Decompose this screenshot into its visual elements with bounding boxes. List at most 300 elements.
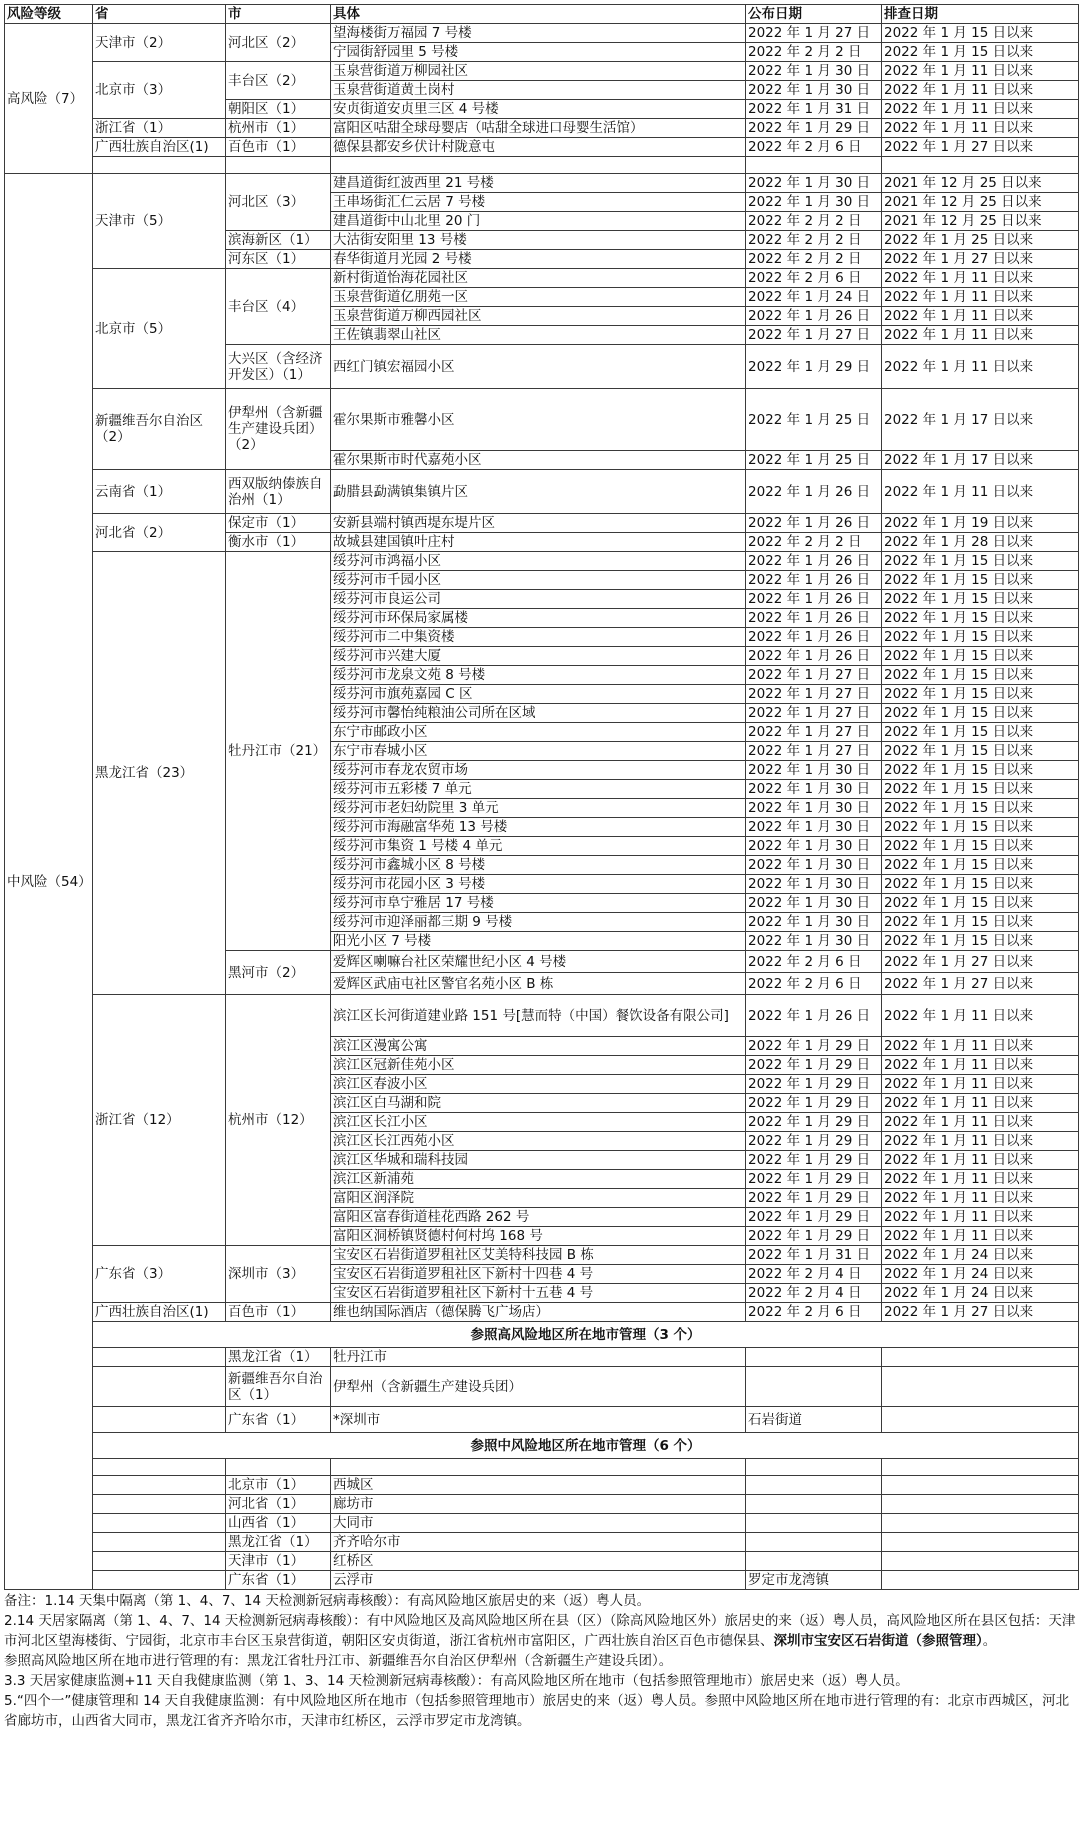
table-cell	[93, 1348, 226, 1367]
table-cell: 2022 年 1 月 15 日以来	[882, 628, 1079, 647]
table-cell: 2022 年 1 月 15 日以来	[882, 24, 1079, 43]
table-cell: 2022 年 1 月 11 日以来	[882, 307, 1079, 326]
table-cell: 玉泉营街道万柳园社区	[331, 62, 746, 81]
table-cell: 2022 年 1 月 26 日	[746, 647, 882, 666]
table-cell: 红桥区	[331, 1552, 746, 1571]
table-cell: 滨江区春波小区	[331, 1075, 746, 1094]
table-cell: 2022 年 1 月 11 日以来	[882, 1227, 1079, 1246]
table-cell: 王串场街汇仁云居 7 号楼	[331, 193, 746, 212]
table-cell: 富阳区润泽院	[331, 1189, 746, 1208]
table-cell: 北京市（1）	[226, 1476, 331, 1495]
table-cell: 罗定市龙湾镇	[746, 1571, 882, 1590]
table-cell: 2022 年 1 月 27 日以来	[882, 138, 1079, 157]
table-cell: 2022 年 1 月 29 日	[746, 1056, 882, 1075]
table-cell: 绥芬河市良运公司	[331, 590, 746, 609]
table-cell: 河北区（2）	[226, 24, 331, 62]
header-publish-date: 公布日期	[746, 5, 882, 24]
table-cell	[882, 1495, 1079, 1514]
table-cell: 2022 年 1 月 27 日以来	[882, 250, 1079, 269]
table-cell: 2022 年 1 月 24 日以来	[882, 1246, 1079, 1265]
table-cell: 伊犁州（含新疆生产建设兵团）（2）	[226, 389, 331, 470]
table-cell: 2022 年 1 月 30 日	[746, 62, 882, 81]
table-cell: 2022 年 1 月 11 日以来	[882, 119, 1079, 138]
table-cell: 宝安区石岩街道罗租社区艾美特科技园 B 栋	[331, 1246, 746, 1265]
table-cell: 2022 年 1 月 26 日	[746, 609, 882, 628]
table-row	[5, 1533, 1079, 1552]
table-cell: 2022 年 1 月 30 日	[746, 81, 882, 100]
table-cell: 滨江区长河街道建业路 151 号[慧而特（中国）餐饮设备有限公司]	[331, 995, 746, 1037]
table-cell: 2022 年 1 月 15 日以来	[882, 609, 1079, 628]
table-cell: 河东区（1）	[226, 250, 331, 269]
table-cell: 2022 年 1 月 15 日以来	[882, 43, 1079, 62]
table-cell	[746, 157, 882, 174]
table-cell: 滨海新区（1）	[226, 231, 331, 250]
table-cell: 2022 年 1 月 24 日	[746, 288, 882, 307]
table-cell: 广东省（1）	[226, 1407, 331, 1433]
table-cell: 绥芬河市花园小区 3 号楼	[331, 875, 746, 894]
table-cell: 河北省（2）	[93, 514, 226, 552]
table-cell	[746, 1367, 882, 1407]
table-cell	[746, 1476, 882, 1495]
note-line: 5.“四个一”健康管理和 14 天自我健康监测：有中风险地区所在地市（包括参照管理地市）旅居史的来（返）粤人员。参照中风险地区所在地市进行管理的有：北京市西城区，河北省廊坊市，山西省大同市，黑龙江省齐齐哈尔市，天津市红桥区，云浮市罗定市龙湾镇。	[4, 1693, 1070, 1729]
table-cell: 滨江区长江小区	[331, 1113, 746, 1132]
table-cell: 2022 年 1 月 29 日	[746, 1151, 882, 1170]
table-cell: 安新县端村镇西堤东堤片区	[331, 514, 746, 533]
note-line: 参照高风险地区所在地市进行管理的有：黑龙江省牡丹江市、新疆维吾尔自治区伊犁州（含新疆生产建设兵团）。	[4, 1653, 673, 1669]
table-cell	[882, 1348, 1079, 1367]
table-cell: 2022 年 1 月 11 日以来	[882, 288, 1079, 307]
table-cell: 河北省（1）	[226, 1495, 331, 1514]
table-cell: 2022 年 1 月 29 日	[746, 1132, 882, 1151]
table-cell	[746, 1533, 882, 1552]
table-cell	[93, 1552, 226, 1571]
table-cell: 衡水市（1）	[226, 533, 331, 552]
section-title: 参照高风险地区所在地市管理（3 个）	[93, 1322, 1079, 1348]
table-cell: 玉泉营街道万柳西园社区	[331, 307, 746, 326]
table-cell: 2022 年 1 月 25 日以来	[882, 231, 1079, 250]
table-cell: 2022 年 2 月 4 日	[746, 1284, 882, 1303]
table-cell: 滨江区华城和瑞科技园	[331, 1151, 746, 1170]
table-cell: 2022 年 1 月 24 日以来	[882, 1284, 1079, 1303]
table-cell	[93, 1459, 226, 1476]
table-cell: 东宁市邮政小区	[331, 723, 746, 742]
table-cell: 北京市（3）	[93, 62, 226, 119]
table-cell	[93, 157, 226, 174]
table-cell: 滨江区漫寓公寓	[331, 1037, 746, 1056]
table-cell: 2022 年 1 月 11 日以来	[882, 470, 1079, 514]
table-cell: 2022 年 1 月 30 日	[746, 780, 882, 799]
table-cell: 绥芬河市馨怡纯粮油公司所在区域	[331, 704, 746, 723]
table-cell: 绥芬河市迎泽丽都三期 9 号楼	[331, 913, 746, 932]
table-cell: 2022 年 1 月 27 日	[746, 704, 882, 723]
table-cell: 春华街道月光园 2 号楼	[331, 250, 746, 269]
table-cell: 2022 年 1 月 15 日以来	[882, 837, 1079, 856]
note-line: 备注：1.14 天集中隔离（第 1、4、7、14 天检测新冠病毒核酸）：有高风险地区旅居史的来（返）粤人员。	[4, 1593, 651, 1609]
table-cell: 2022 年 1 月 28 日以来	[882, 533, 1079, 552]
table-cell: 玉泉营街道黄土岗村	[331, 81, 746, 100]
table-cell: 天津市（5）	[93, 174, 226, 269]
table-cell: 2022 年 2 月 6 日	[746, 269, 882, 288]
table-cell: 百色市（1）	[226, 138, 331, 157]
table-cell: 2022 年 1 月 30 日	[746, 174, 882, 193]
table-cell: 2022 年 1 月 11 日以来	[882, 1075, 1079, 1094]
table-cell: 2022 年 1 月 11 日以来	[882, 995, 1079, 1037]
table-cell: 2022 年 1 月 26 日	[746, 590, 882, 609]
table-cell: 2022 年 1 月 11 日以来	[882, 1056, 1079, 1075]
table-cell: 东宁市春城小区	[331, 742, 746, 761]
table-cell: 2022 年 1 月 19 日以来	[882, 514, 1079, 533]
section-header-row	[5, 1322, 1079, 1348]
table-cell: 2022 年 1 月 27 日以来	[882, 1303, 1079, 1322]
table-cell: 杭州市（12）	[226, 995, 331, 1246]
table-cell: 杭州市（1）	[226, 119, 331, 138]
table-cell: 2022 年 1 月 15 日以来	[882, 780, 1079, 799]
header-province: 省	[93, 5, 226, 24]
table-cell: 2022 年 1 月 15 日以来	[882, 818, 1079, 837]
table-cell: 黑龙江省（23）	[93, 552, 226, 995]
table-cell: 广东省（3）	[93, 1246, 226, 1303]
table-cell: 丰台区（4）	[226, 269, 331, 345]
table-row	[5, 1552, 1079, 1571]
table-cell: 2022 年 1 月 26 日	[746, 552, 882, 571]
table-cell: 天津市（1）	[226, 1552, 331, 1571]
table-cell: 牡丹江市	[331, 1348, 746, 1367]
table-cell: 2022 年 1 月 26 日	[746, 514, 882, 533]
table-cell: 滨江区长江西苑小区	[331, 1132, 746, 1151]
table-cell: 广西壮族自治区(1)	[93, 138, 226, 157]
table-row	[5, 1246, 1079, 1265]
table-cell: 2022 年 1 月 26 日	[746, 307, 882, 326]
table-cell	[882, 1533, 1079, 1552]
table-cell: 2022 年 1 月 27 日	[746, 723, 882, 742]
table-cell: 河北区（3）	[226, 174, 331, 231]
table-cell: 2022 年 1 月 15 日以来	[882, 913, 1079, 932]
table-cell: 西红门镇宏福园小区	[331, 345, 746, 389]
table-cell: 2022 年 1 月 30 日	[746, 193, 882, 212]
table-cell: 2022 年 1 月 29 日	[746, 1227, 882, 1246]
table-cell: 2022 年 1 月 30 日	[746, 913, 882, 932]
table-cell: 黑龙江省（1）	[226, 1533, 331, 1552]
table-cell	[882, 1571, 1079, 1590]
table-cell: 2022 年 1 月 15 日以来	[882, 552, 1079, 571]
section-title: 参照中风险地区所在地市管理（6 个）	[93, 1433, 1079, 1459]
table-cell: 绥芬河市兴建大厦	[331, 647, 746, 666]
table-cell: 2022 年 1 月 15 日以来	[882, 685, 1079, 704]
table-cell: 2021 年 12 月 25 日以来	[882, 193, 1079, 212]
table-cell	[93, 1495, 226, 1514]
table-cell: *深圳市	[331, 1407, 746, 1433]
table-cell	[746, 1459, 882, 1476]
table-cell: 黑龙江省（1）	[226, 1348, 331, 1367]
table-cell: 2022 年 1 月 29 日	[746, 1037, 882, 1056]
table-cell: 2022 年 1 月 26 日	[746, 571, 882, 590]
table-cell: 朝阳区（1）	[226, 100, 331, 119]
table-cell	[331, 157, 746, 174]
table-cell: 2022 年 1 月 15 日以来	[882, 590, 1079, 609]
table-cell: 建昌道街红波西里 21 号楼	[331, 174, 746, 193]
table-cell	[882, 1514, 1079, 1533]
table-row	[5, 1571, 1079, 1590]
table-cell: 2022 年 1 月 15 日以来	[882, 894, 1079, 913]
note-line	[4, 1611, 1078, 1651]
table-cell: 山西省（1）	[226, 1514, 331, 1533]
table-cell: 2022 年 1 月 15 日以来	[882, 647, 1079, 666]
note-text: 2.14 天居家隔离（第 1、4、7、14 天检测新冠病毒核酸）：有中风险地区及高风险地区所在县（区）（除高风险地区外）旅居史的来（返）粤人员，高风险地区所在县区包括：天津市河北区望海楼街、宁园街，北京市丰台区玉泉营街道，朝阳区安贞街道，浙江省杭州市富阳区，广西壮族自治区百色市德保县、	[4, 1613, 1076, 1649]
table-cell: 2022 年 1 月 11 日以来	[882, 1189, 1079, 1208]
notes-section	[4, 1591, 1078, 1731]
table-cell: 2022 年 1 月 11 日以来	[882, 1132, 1079, 1151]
table-cell: 2022 年 1 月 30 日	[746, 894, 882, 913]
table-cell: 绥芬河市千园小区	[331, 571, 746, 590]
table-cell: 2022 年 1 月 30 日	[746, 875, 882, 894]
table-row	[5, 1514, 1079, 1533]
table-cell: 2022 年 2 月 2 日	[746, 533, 882, 552]
table-body	[5, 24, 1079, 1590]
table-row	[5, 1476, 1079, 1495]
table-cell: 2022 年 1 月 15 日以来	[882, 856, 1079, 875]
table-cell: 2022 年 2 月 6 日	[746, 138, 882, 157]
table-cell: 大沽街安阳里 13 号楼	[331, 231, 746, 250]
table-cell: 2022 年 1 月 30 日	[746, 837, 882, 856]
table-cell	[882, 1459, 1079, 1476]
table-cell: 绥芬河市海融富华苑 13 号楼	[331, 818, 746, 837]
table-cell: 2022 年 1 月 11 日以来	[882, 1113, 1079, 1132]
table-cell: 绥芬河市集资 1 号楼 4 单元	[331, 837, 746, 856]
table-cell	[882, 1552, 1079, 1571]
table-cell: 宝安区石岩街道罗租社区下新村十四巷 4 号	[331, 1265, 746, 1284]
table-cell: 2022 年 1 月 11 日以来	[882, 269, 1079, 288]
table-cell: 西双版纳傣族自治州（1）	[226, 470, 331, 514]
table-cell: 2022 年 1 月 29 日	[746, 119, 882, 138]
table-cell	[93, 1571, 226, 1590]
table-cell: 2022 年 1 月 29 日	[746, 1170, 882, 1189]
table-cell: 2022 年 1 月 30 日	[746, 818, 882, 837]
table-cell	[93, 1407, 226, 1433]
table-cell: 勐腊县勐满镇集镇片区	[331, 470, 746, 514]
table-cell: 2022 年 1 月 29 日	[746, 1094, 882, 1113]
table-cell	[746, 1514, 882, 1533]
table-cell: 2022 年 1 月 11 日以来	[882, 326, 1079, 345]
table-cell: 石岩街道	[746, 1407, 882, 1433]
table-cell: 2022 年 1 月 24 日以来	[882, 1265, 1079, 1284]
table-row	[5, 24, 1079, 43]
note-text: 。	[982, 1633, 997, 1649]
table-cell: 王佐镇翡翠山社区	[331, 326, 746, 345]
table-cell: 高风险（7）	[5, 24, 93, 174]
table-cell: 牡丹江市（21）	[226, 552, 331, 951]
table-cell	[882, 1476, 1079, 1495]
table-cell	[93, 1514, 226, 1533]
table-cell: 深圳市（3）	[226, 1246, 331, 1303]
table-cell: 2022 年 1 月 27 日	[746, 24, 882, 43]
table-cell: 新疆维吾尔自治区（2）	[93, 389, 226, 470]
table-cell: 2022 年 1 月 29 日	[746, 1208, 882, 1227]
table-cell	[331, 1459, 746, 1476]
table-cell: 2022 年 1 月 29 日	[746, 1189, 882, 1208]
table-cell: 2022 年 1 月 26 日	[746, 470, 882, 514]
table-cell: 丰台区（2）	[226, 62, 331, 100]
table-cell: 浙江省（1）	[93, 119, 226, 138]
table-cell: 齐齐哈尔市	[331, 1533, 746, 1552]
table-cell: 2021 年 12 月 25 日以来	[882, 174, 1079, 193]
table-cell	[226, 157, 331, 174]
table-cell: 2022 年 1 月 15 日以来	[882, 704, 1079, 723]
table-cell: 2022 年 1 月 25 日	[746, 451, 882, 470]
header-check-date: 排查日期	[882, 5, 1079, 24]
table-cell	[882, 157, 1079, 174]
table-cell: 2022 年 1 月 15 日以来	[882, 666, 1079, 685]
table-cell: 2022 年 1 月 27 日	[746, 666, 882, 685]
table-row	[5, 389, 1079, 451]
table-cell: 爱辉区武庙屯社区警官名苑小区 B 栋	[331, 973, 746, 995]
table-cell: 滨江区新浦苑	[331, 1170, 746, 1189]
table-row	[5, 1407, 1079, 1433]
table-cell	[746, 1495, 882, 1514]
table-cell: 2022 年 1 月 26 日	[746, 628, 882, 647]
table-cell	[746, 1552, 882, 1571]
table-cell: 2022 年 1 月 11 日以来	[882, 1208, 1079, 1227]
table-row	[5, 269, 1079, 288]
header-detail: 具体	[331, 5, 746, 24]
table-cell: 2022 年 1 月 11 日以来	[882, 81, 1079, 100]
table-cell	[93, 1476, 226, 1495]
table-cell: 2022 年 1 月 27 日以来	[882, 973, 1079, 995]
section-header-row	[5, 1433, 1079, 1459]
table-cell: 故城县建国镇叶庄村	[331, 533, 746, 552]
table-cell: 绥芬河市老妇幼院里 3 单元	[331, 799, 746, 818]
table-cell: 建昌道街中山北里 20 门	[331, 212, 746, 231]
table-cell	[93, 1533, 226, 1552]
table-cell: 2022 年 1 月 11 日以来	[882, 1170, 1079, 1189]
table-cell: 富阳区咕甜全球母婴店（咕甜全球进口母婴生活馆）	[331, 119, 746, 138]
table-cell: 2022 年 2 月 2 日	[746, 231, 882, 250]
table-cell: 望海楼街万福园 7 号楼	[331, 24, 746, 43]
table-cell: 2022 年 2 月 6 日	[746, 951, 882, 973]
note-bold-text: 深圳市宝安区石岩街道（参照管理）	[773, 1633, 983, 1649]
table-cell: 2022 年 1 月 15 日以来	[882, 932, 1079, 951]
table-cell: 2021 年 12 月 25 日以来	[882, 212, 1079, 231]
table-cell: 西城区	[331, 1476, 746, 1495]
table-cell: 新疆维吾尔自治区（1）	[226, 1367, 331, 1407]
table-cell: 2022 年 1 月 27 日	[746, 326, 882, 345]
table-cell: 2022 年 2 月 2 日	[746, 43, 882, 62]
table-cell: 2022 年 1 月 11 日以来	[882, 100, 1079, 119]
table-cell: 大同市	[331, 1514, 746, 1533]
table-cell: 富阳区洞桥镇贤德村何村坞 168 号	[331, 1227, 746, 1246]
table-cell: 2022 年 1 月 30 日	[746, 932, 882, 951]
table-cell: 2022 年 1 月 11 日以来	[882, 1094, 1079, 1113]
table-cell: 2022 年 2 月 4 日	[746, 1265, 882, 1284]
table-cell: 霍尔果斯市时代嘉苑小区	[331, 451, 746, 470]
table-row	[5, 119, 1079, 138]
table-cell: 2022 年 2 月 2 日	[746, 212, 882, 231]
table-cell: 绥芬河市春龙农贸市场	[331, 761, 746, 780]
table-cell: 绥芬河市鸿福小区	[331, 552, 746, 571]
table-cell: 2022 年 1 月 11 日以来	[882, 1151, 1079, 1170]
table-cell: 2022 年 1 月 27 日	[746, 742, 882, 761]
table-cell: 2022 年 1 月 15 日以来	[882, 875, 1079, 894]
table-cell: 2022 年 2 月 6 日	[746, 973, 882, 995]
table-cell: 2022 年 1 月 15 日以来	[882, 723, 1079, 742]
table-cell: 黑河市（2）	[226, 951, 331, 995]
table-cell: 绥芬河市五彩楼 7 单元	[331, 780, 746, 799]
table-cell: 2022 年 1 月 15 日以来	[882, 742, 1079, 761]
table-cell: 2022 年 1 月 27 日以来	[882, 951, 1079, 973]
table-cell: 德保县都安乡伏计村陇意屯	[331, 138, 746, 157]
table-cell: 玉泉营街道亿朋苑一区	[331, 288, 746, 307]
table-row	[5, 62, 1079, 81]
table-cell: 天津市（2）	[93, 24, 226, 62]
table-cell: 百色市（1）	[226, 1303, 331, 1322]
table-cell: 中风险（54）	[5, 174, 93, 1590]
table-cell: 富阳区富春街道桂花西路 262 号	[331, 1208, 746, 1227]
table-cell: 宁园街舒园里 5 号楼	[331, 43, 746, 62]
table-row	[5, 138, 1079, 157]
table-cell	[746, 1348, 882, 1367]
table-cell: 滨江区白马湖和院	[331, 1094, 746, 1113]
risk-area-table	[4, 4, 1079, 1590]
table-row	[5, 1348, 1079, 1367]
table-cell: 2022 年 1 月 17 日以来	[882, 451, 1079, 470]
table-cell: 2022 年 1 月 30 日	[746, 761, 882, 780]
table-cell: 2022 年 1 月 31 日	[746, 100, 882, 119]
table-cell	[93, 1367, 226, 1407]
table-cell: 滨江区冠新佳苑小区	[331, 1056, 746, 1075]
table-cell: 绥芬河市阜宁雅居 17 号楼	[331, 894, 746, 913]
table-cell	[882, 1367, 1079, 1407]
header-risk-level: 风险等级	[5, 5, 93, 24]
table-cell: 绥芬河市龙泉文苑 8 号楼	[331, 666, 746, 685]
table-cell: 2022 年 2 月 2 日	[746, 250, 882, 269]
table-cell: 2022 年 1 月 17 日以来	[882, 389, 1079, 451]
table-cell: 廊坊市	[331, 1495, 746, 1514]
table-cell: 2022 年 1 月 26 日	[746, 995, 882, 1037]
table-cell: 广西壮族自治区(1)	[93, 1303, 226, 1322]
table-cell: 云浮市	[331, 1571, 746, 1590]
table-cell: 2022 年 1 月 30 日	[746, 856, 882, 875]
table-cell: 2022 年 1 月 29 日	[746, 345, 882, 389]
table-cell	[226, 1459, 331, 1476]
table-cell: 2022 年 1 月 30 日	[746, 799, 882, 818]
table-row	[5, 1303, 1079, 1322]
table-cell: 北京市（5）	[93, 269, 226, 389]
table-cell: 2022 年 1 月 11 日以来	[882, 345, 1079, 389]
table-cell: 2022 年 1 月 15 日以来	[882, 571, 1079, 590]
table-cell: 绥芬河市鑫城小区 8 号楼	[331, 856, 746, 875]
table-cell: 广东省（1）	[226, 1571, 331, 1590]
table-row	[5, 1367, 1079, 1407]
table-cell: 2022 年 1 月 11 日以来	[882, 1037, 1079, 1056]
table-cell: 宝安区石岩街道罗租社区下新村十五巷 4 号	[331, 1284, 746, 1303]
table-cell: 2022 年 1 月 27 日	[746, 685, 882, 704]
table-cell: 2022 年 1 月 31 日	[746, 1246, 882, 1265]
table-cell: 绥芬河市旗苑嘉园 C 区	[331, 685, 746, 704]
table-row	[5, 157, 1079, 174]
note-line: 3.3 天居家健康监测+11 天自我健康监测（第 1、3、14 天检测新冠病毒核酸）：有高风险地区所在地市（包括参照管理地市）旅居史来（返）粤人员。	[4, 1673, 909, 1689]
table-cell: 绥芬河市环保局家属楼	[331, 609, 746, 628]
table-cell: 伊犁州（含新疆生产建设兵团）	[331, 1367, 746, 1407]
table-cell: 2022 年 1 月 15 日以来	[882, 799, 1079, 818]
table-row	[5, 470, 1079, 514]
table-cell: 2022 年 1 月 29 日	[746, 1113, 882, 1132]
table-cell: 2022 年 1 月 11 日以来	[882, 62, 1079, 81]
table-cell: 云南省（1）	[93, 470, 226, 514]
table-cell: 爱辉区喇嘛台社区荣耀世纪小区 4 号楼	[331, 951, 746, 973]
table-row	[5, 174, 1079, 193]
table-cell: 保定市（1）	[226, 514, 331, 533]
header-city: 市	[226, 5, 331, 24]
table-cell: 维也纳国际酒店（德保腾飞广场店）	[331, 1303, 746, 1322]
